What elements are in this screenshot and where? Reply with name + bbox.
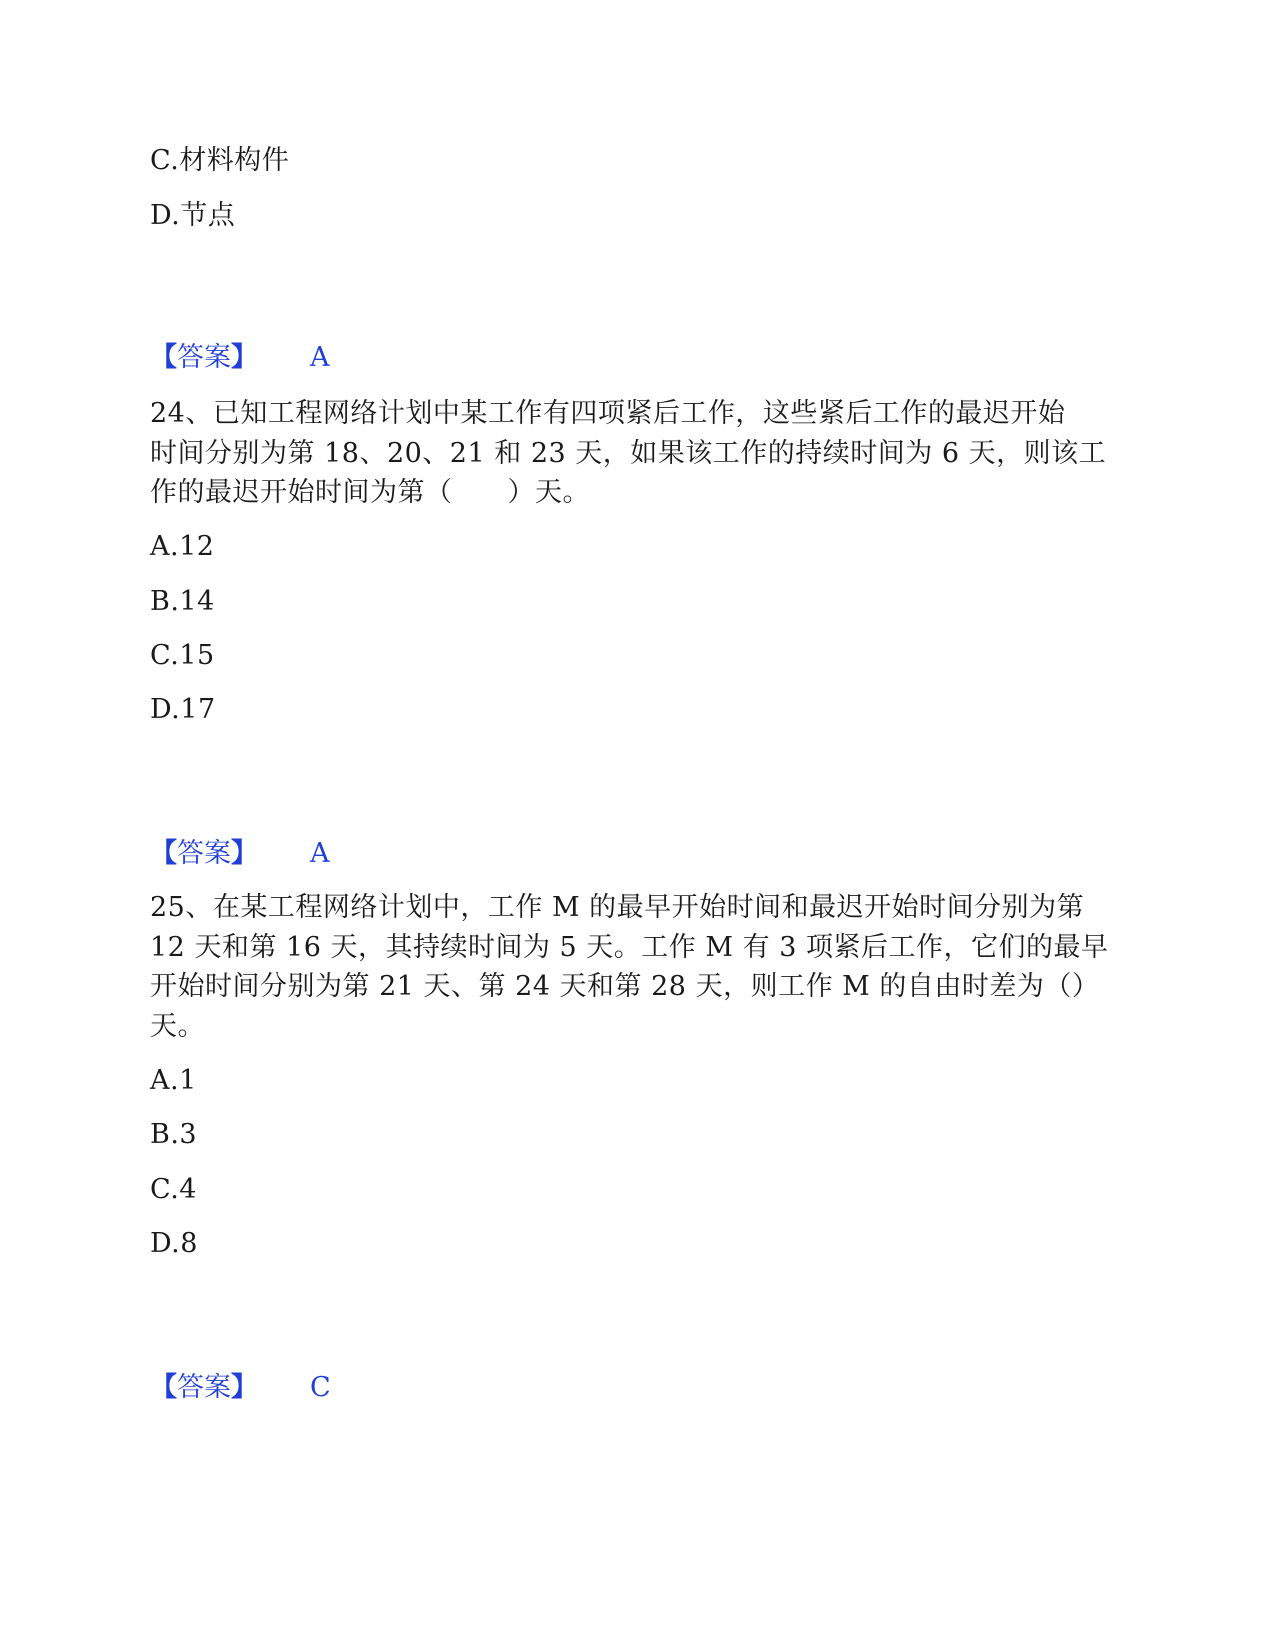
q25-option-b: B.3 (150, 1119, 198, 1150)
q24-text-line-2: 时间分别为第 18、20、21 和 23 天，如果该工作的持续时间为 6 天，则该工 (150, 438, 1107, 469)
option-c-prev: C.材料构件 (150, 145, 290, 176)
answer-value: A (310, 838, 330, 869)
answer-q25 (150, 1368, 331, 1408)
q25-text-line-2: 12 天和第 16 天，其持续时间为 5 天。工作 M 有 3 项紧后工作，它们的最早 (150, 932, 1109, 963)
answer-q23 (150, 338, 330, 378)
q24-text-line-3: 作的最迟开始时间为第（ ）天。 (150, 477, 590, 508)
answer-label: 答案 (177, 838, 231, 869)
answer-bracket-close: 】 (231, 342, 258, 373)
answer-q24 (150, 834, 330, 874)
q25-text-line-3: 开始时间分别为第 21 天、第 24 天和第 28 天，则工作 M 的自由时差为（） (150, 971, 1100, 1002)
answer-bracket-close: 】 (231, 838, 258, 869)
q24-option-b: B.14 (150, 586, 215, 617)
q25-option-d: D.8 (150, 1228, 198, 1259)
option-d-prev: D.节点 (150, 200, 236, 231)
q25-option-c: C.4 (150, 1174, 197, 1205)
q24-text-line-1: 24、已知工程网络计划中某工作有四项紧后工作，这些紧后工作的最迟开始 (150, 398, 1066, 429)
q25-text-line-4: 天。 (150, 1011, 205, 1042)
answer-label: 答案 (177, 1372, 231, 1403)
answer-bracket-open: 【 (150, 838, 177, 869)
q25-text-line-1: 25、在某工程网络计划中，工作 M 的最早开始时间和最迟开始时间分别为第 (150, 892, 1085, 923)
answer-value: C (310, 1372, 331, 1403)
q24-option-d: D.17 (150, 694, 216, 725)
q25-option-a: A.1 (150, 1065, 197, 1096)
answer-bracket-open: 【 (150, 1372, 177, 1403)
answer-label: 答案 (177, 342, 231, 373)
q24-option-c: C.15 (150, 640, 215, 671)
answer-bracket-open: 【 (150, 342, 177, 373)
answer-value: A (310, 342, 330, 373)
q24-option-a: A.12 (150, 531, 215, 562)
answer-bracket-close: 】 (231, 1372, 258, 1403)
